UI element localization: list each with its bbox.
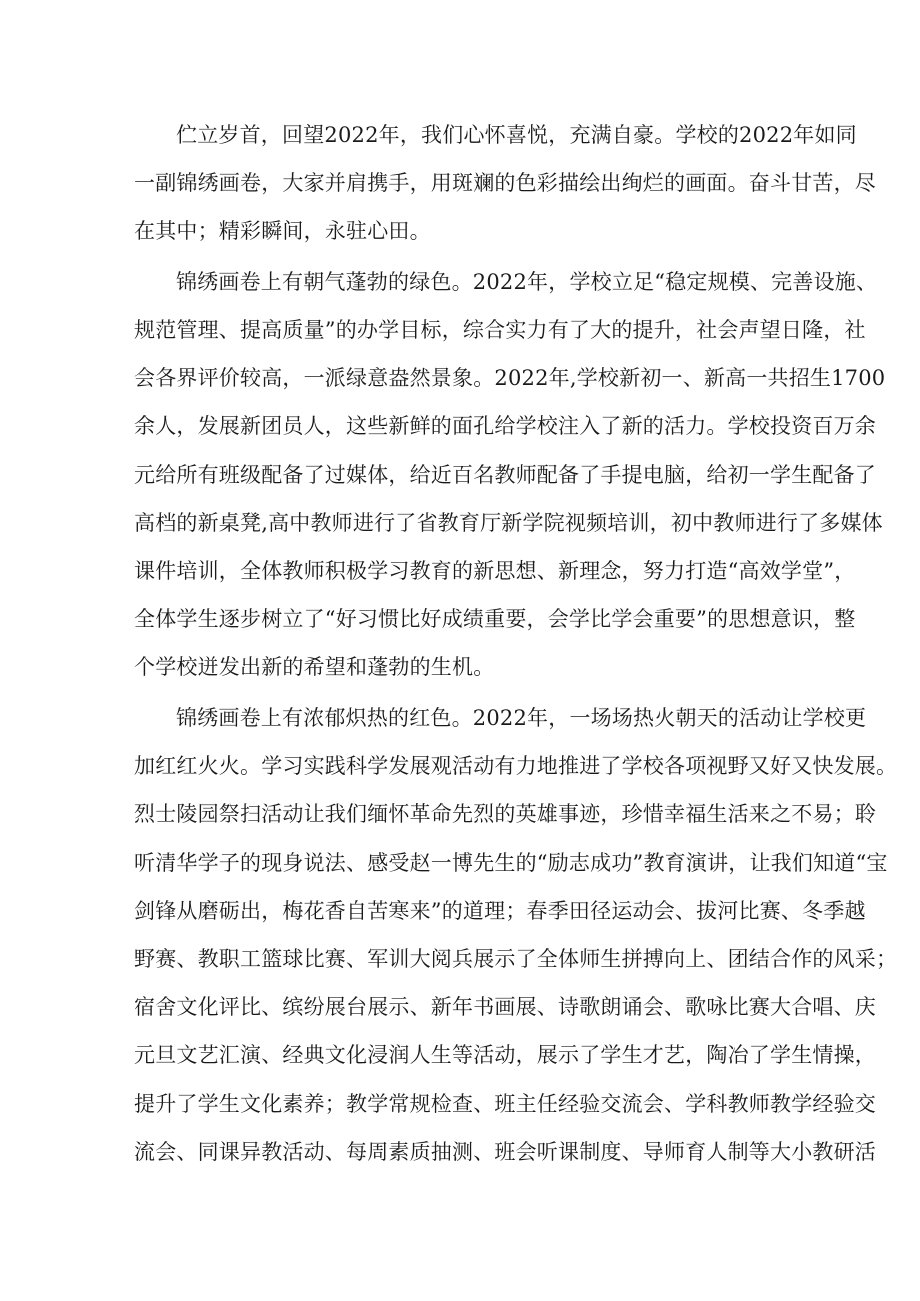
paragraph-line: 听清华学子的现身说法、感受赵一博先生的“励志成功”教育演讲，让我们知道“宝 (134, 851, 888, 875)
paragraph-line: 余人，发展新团员人，这些新鲜的面孔给学校注入了新的活力。学校投资百万余 (134, 414, 876, 438)
paragraph-line: 剑锋从磨砺出，梅花香自苦寒来”的道理；春季田径运动会、拔河比赛、冬季越 (134, 899, 866, 923)
paragraph-line: 锦绣画卷上有浓郁炽热的红色。2022年，一场场热火朝天的活动让学校更 (176, 706, 867, 730)
paragraph-line: 宿舍文化评比、缤纷展台展示、新年书画展、诗歌朗诵会、歌咏比赛大合唱、庆 (134, 995, 876, 1019)
paragraph-line: 全体学生逐步树立了“好习惯比好成绩重要，会学比学会重要”的思想意识，整 (134, 607, 856, 631)
paragraph-line: 加红红火火。学习实践科学发展观活动有力地推进了学校各项视野又好又快发展。 (134, 754, 898, 778)
paragraph-line: 锦绣画卷上有朝气蓬勃的绿色。2022年，学校立足“稳定规模、完善设施、 (176, 270, 878, 294)
paragraph-line: 元给所有班级配备了过媒体，给近百名教师配备了手提电脑，给初一学生配备了 (134, 463, 876, 487)
paragraph-line: 课件培训，全体教师积极学习教育的新思想、新理念，努力打造“高效学堂”， (134, 559, 856, 583)
paragraph-line: 个学校迸发出新的希望和蓬勃的生机。 (134, 655, 495, 679)
paragraph-line: 伫立岁首，回望2022年，我们心怀喜悦，充满自豪。学校的2022年如同 (176, 123, 857, 147)
paragraph-line: 在其中；精彩瞬间，永驻心田。 (134, 219, 431, 243)
paragraph-line: 烈士陵园祭扫活动让我们缅怀革命先烈的英雄事迹，珍惜幸福生活来之不易；聆 (134, 802, 876, 826)
paragraph-line: 元旦文艺汇演、经典文化浸润人生等活动，展示了学生才艺，陶冶了学生情操， (134, 1043, 876, 1067)
paragraph-line: 野赛、教职工篮球比赛、军训大阅兵展示了全体师生拼搏向上、团结合作的风采； (134, 947, 898, 971)
paragraph-line: 会各界评价较高，一派绿意盎然景象。2022年,学校新初一、新高一共招生1700 (134, 366, 886, 390)
paragraph-line: 提升了学生文化素养；教学常规检查、班主任经验交流会、学科教师教学经验交 (134, 1092, 876, 1116)
paragraph-line: 高档的新桌凳,高中教师进行了省教育厅新学院视频培训，初中教师进行了多媒体 (134, 511, 883, 535)
paragraph-line: 规范管理、提高质量”的办学目标，综合实力有了大的提升，社会声望日隆，社 (134, 318, 866, 342)
paragraph-line: 一副锦绣画卷，大家并肩携手，用斑斓的色彩描绘出绚烂的画面。奋斗甘苦，尽 (134, 171, 876, 195)
paragraph-line: 流会、同课异教活动、每周素质抽测、班会听课制度、导师育人制等大小教研活 (134, 1140, 876, 1164)
